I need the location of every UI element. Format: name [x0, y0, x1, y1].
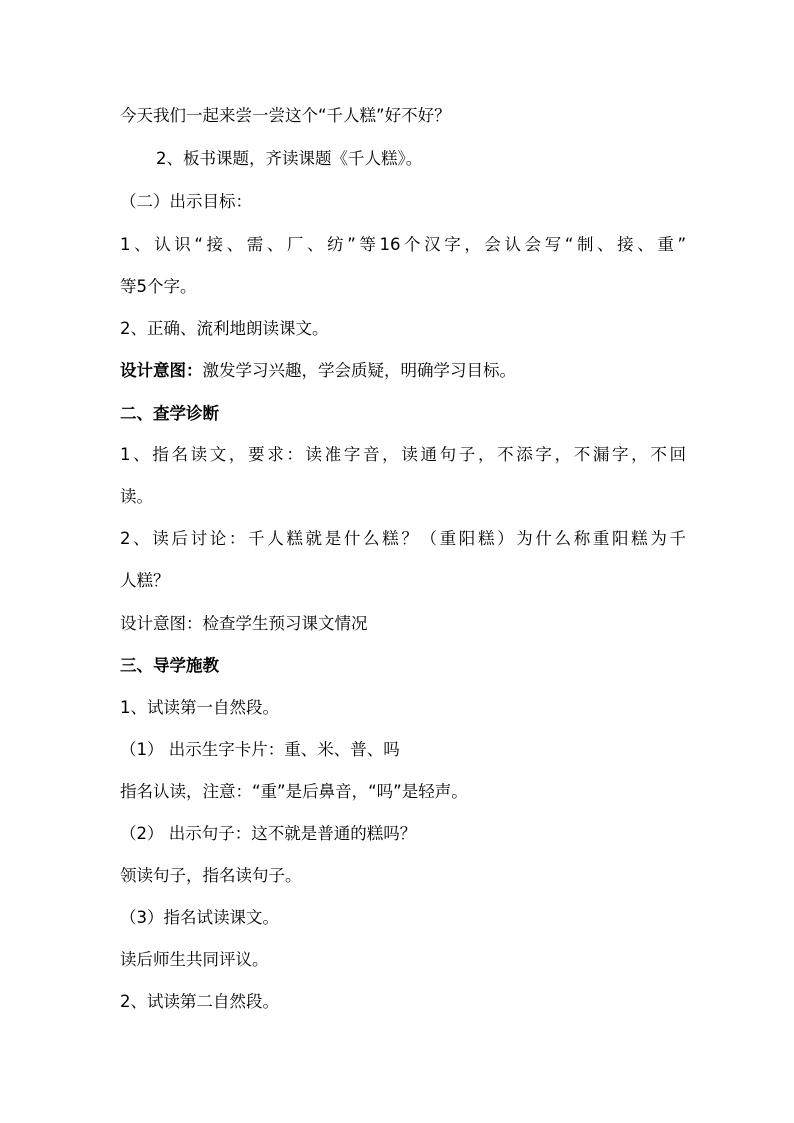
section-heading-teaching: 三、导学施教: [120, 656, 219, 675]
design-intent-text: 激发学习兴趣，学会质疑，明确学习目标。: [202, 361, 516, 380]
paragraph-diagnosis-1-line-1: 1、指名读文，要求：读准字音，读通句子，不添字，不漏字，不回: [120, 445, 686, 464]
paragraph-diagnosis-2-line-1: 2、读后讨论：千人糕就是什么糕？（重阳糕）为什么称重阳糕为千: [120, 529, 686, 548]
section-heading-goals: （二）出示目标：: [120, 192, 252, 211]
paragraph-goal-1-line-1: 1、认识“接、需、厂、纺”等16个汉字，会认会写“制、接、重”: [120, 235, 686, 254]
paragraph-read-second: 2、试读第二自然段。: [120, 992, 279, 1011]
paragraph-design-intent-1: [120, 359, 720, 383]
paragraph-diagnosis-1-line-2: 读。: [120, 487, 153, 506]
paragraph-design-intent-2: 设计意图：检查学生预习课文情况: [120, 614, 368, 633]
paragraph-pronunciation: 指名认读，注意：“重”是后鼻音，“吗”是轻声。: [120, 782, 468, 801]
paragraph-goal-2: 2、正确、流利地朗读课文。: [120, 319, 329, 338]
paragraph-word-cards: （1） 出示生字卡片：重、米、普、吗: [120, 740, 400, 759]
paragraph-trial-reading: （3）指名试读课文。: [120, 908, 279, 927]
paragraph-lead-reading: 领读句子，指名读句子。: [120, 866, 302, 885]
paragraph-goal-1-line-2: 等5个字。: [120, 277, 197, 296]
paragraph-diagnosis-2-line-2: 人糕？: [120, 571, 170, 590]
design-intent-label: 设计意图：: [120, 361, 203, 380]
paragraph-evaluation: 读后师生共同评议。: [120, 950, 269, 969]
paragraph-intro-question: 今天我们一起来尝一尝这个“千人糕”好不好？: [120, 106, 451, 125]
paragraph-read-first: 1、试读第一自然段。: [120, 698, 279, 717]
section-heading-diagnosis: 二、查学诊断: [120, 404, 219, 423]
paragraph-board-title: 2、板书课题，齐读课题《千人糕》。: [156, 149, 423, 168]
paragraph-sentence: （2） 出示句子：这不就是普通的糕吗？: [120, 824, 417, 843]
